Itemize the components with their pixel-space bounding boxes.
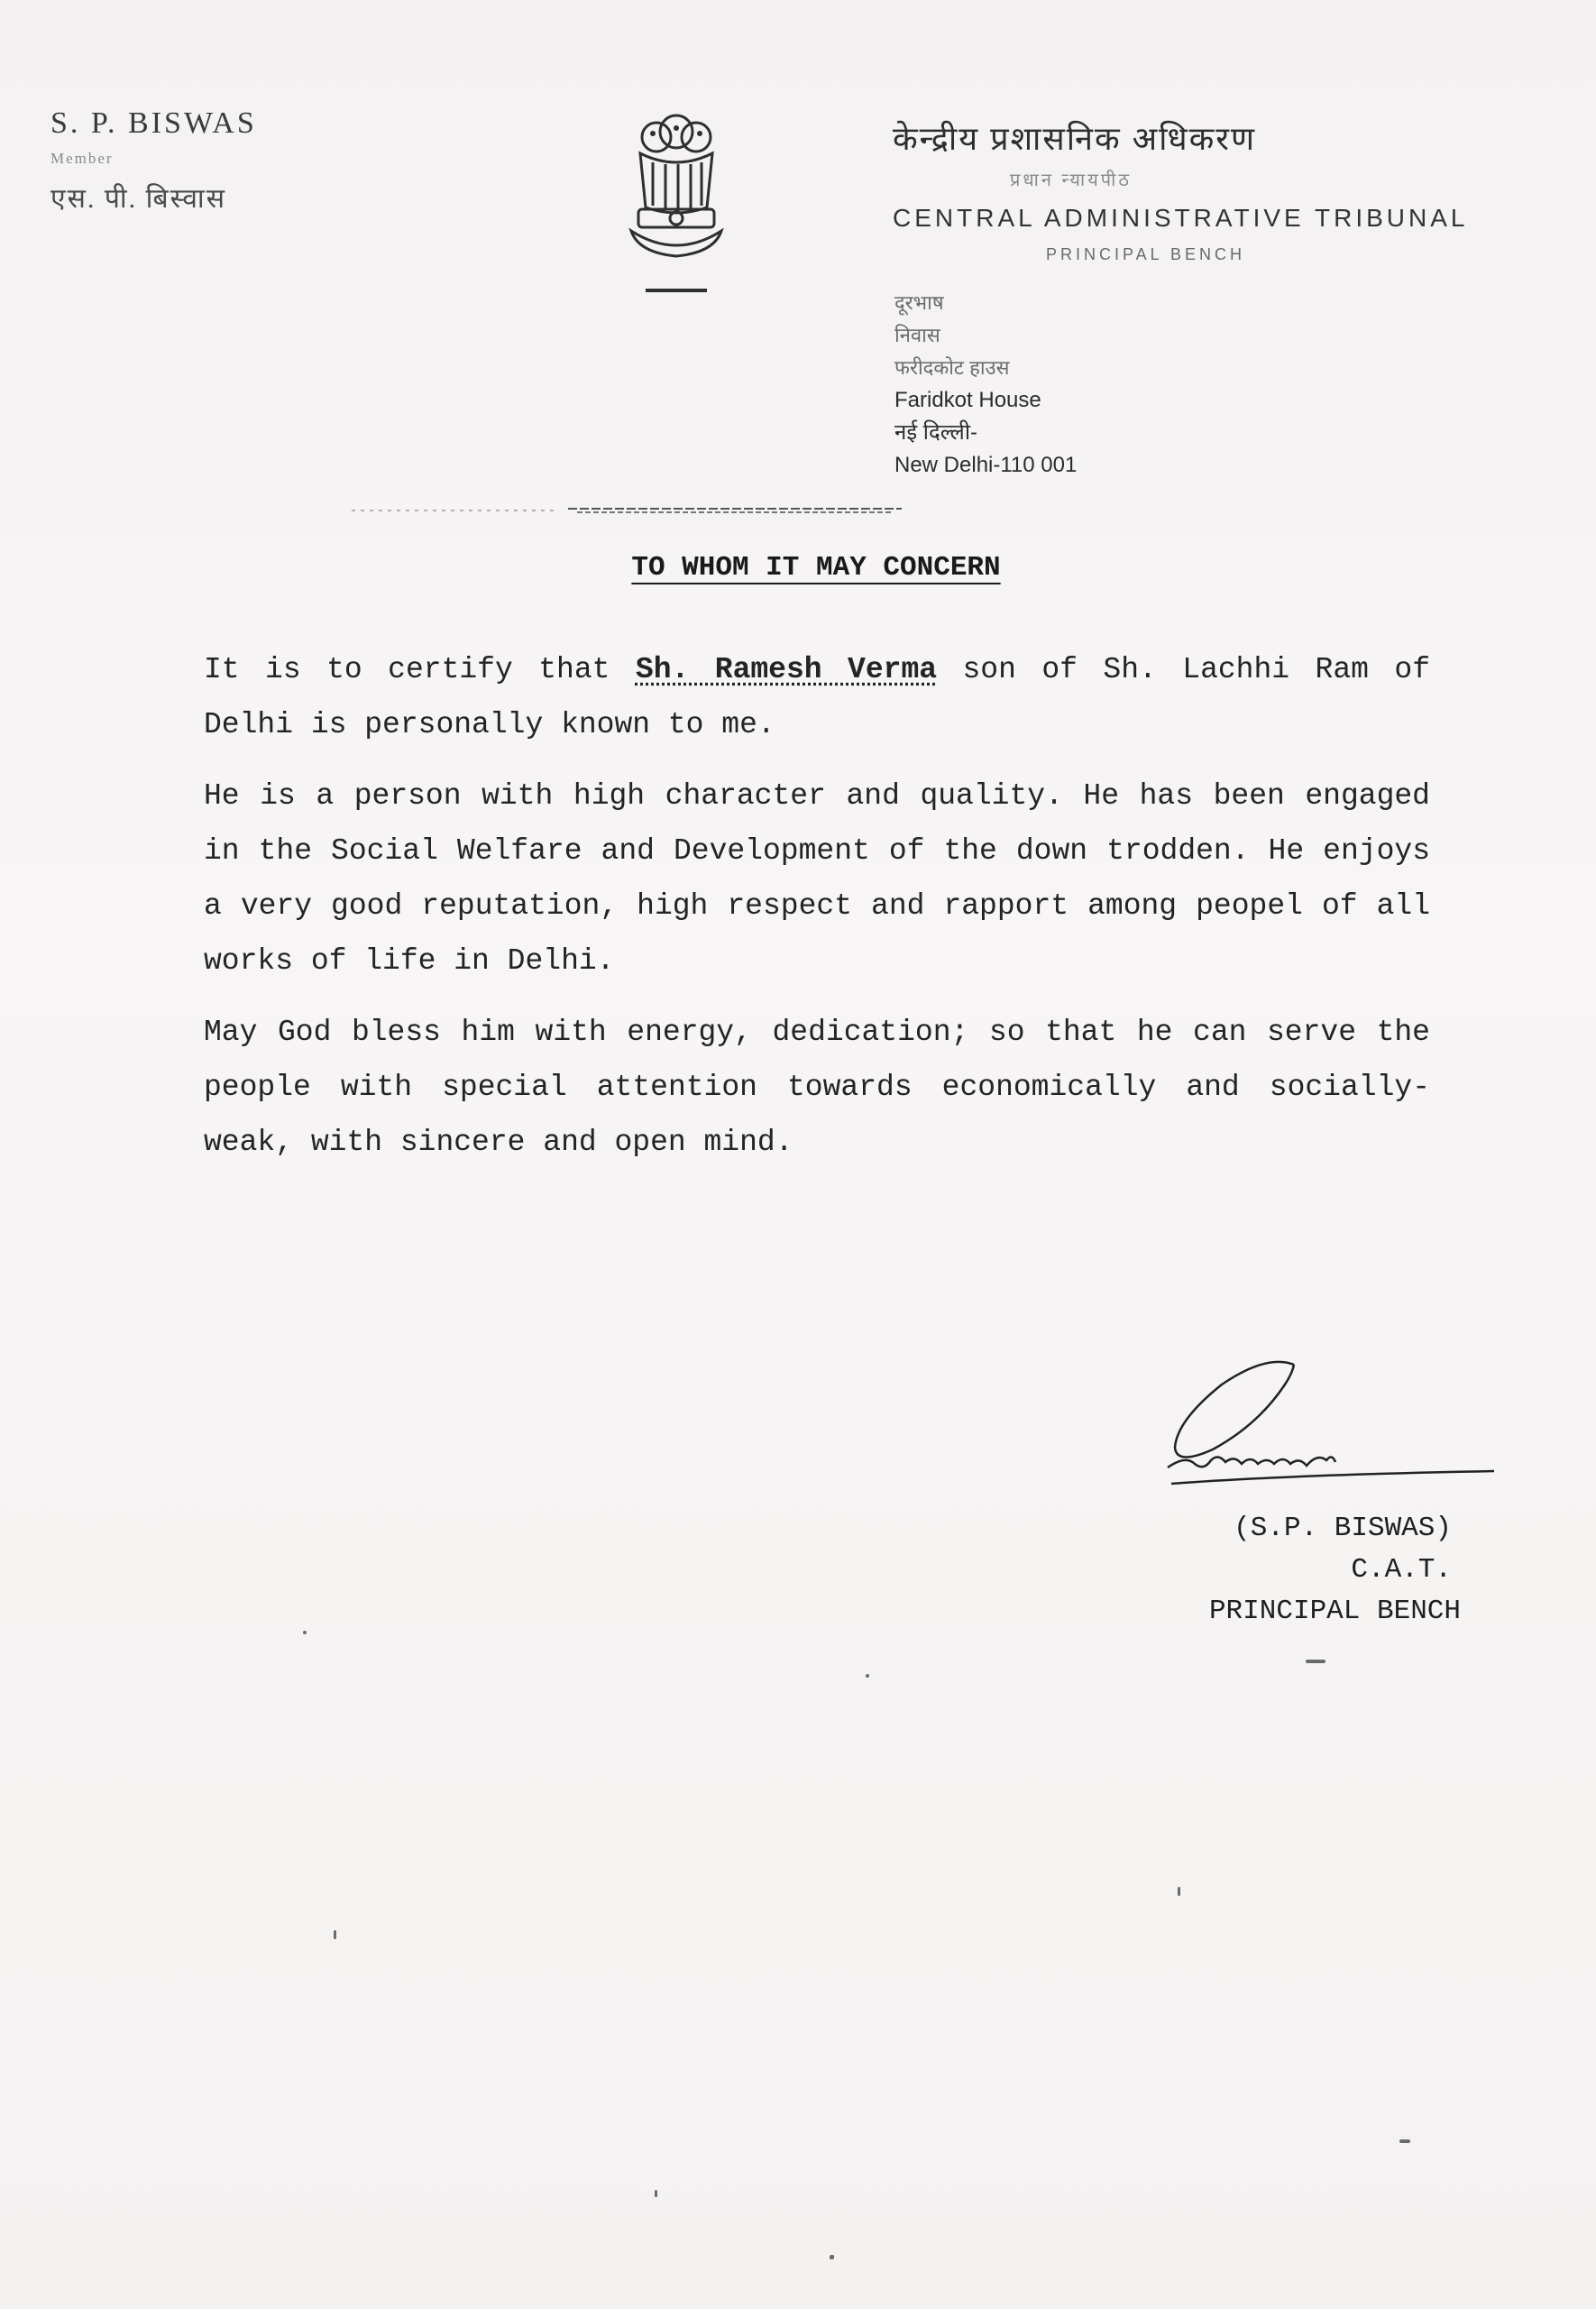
paragraph-certification xyxy=(204,642,1430,752)
sender-name: S. P. BISWAS xyxy=(50,106,257,140)
paragraph-character: He is a person with high character and quality. He has been engaged in the Social Welfare and Development of the down trodden. He enjoys a very good reputation, high respect and rapport among peopel of all works of life in Delhi. xyxy=(204,779,1430,978)
address-city-english: New Delhi-110 001 xyxy=(894,453,1078,477)
stamp-mark xyxy=(1306,1660,1325,1663)
office-address xyxy=(894,287,1077,482)
paragraph-blessing: May God bless him with energy, dedication; so that he can serve the people with special attention towards economically and socially-weak, with sincere and open mind. xyxy=(204,1016,1430,1159)
letter-body xyxy=(204,642,1430,1186)
office-name-hindi: केन्द्रीय प्रशासनिक अधिकरण xyxy=(893,120,1257,157)
signatory-bench: PRINCIPAL BENCH xyxy=(1208,1596,1461,1627)
paper-speck xyxy=(1178,1887,1180,1896)
office-bench-hindi: प्रधान न्यायपीठ xyxy=(1010,170,1132,190)
sender-block xyxy=(50,106,257,216)
signatory-block xyxy=(1118,1508,1461,1633)
address-city-hindi: नई दिल्ली- xyxy=(894,420,978,445)
sender-title: Member xyxy=(50,150,114,167)
national-emblem-icon xyxy=(613,108,739,307)
paragraph-text: son of Sh. Lachhi Ram of Delhi is personally known to me. xyxy=(204,653,1430,741)
paper-speck xyxy=(303,1631,307,1634)
paper-speck xyxy=(334,1930,336,1939)
office-letterhead xyxy=(893,115,1468,264)
paper-speck xyxy=(866,1674,869,1678)
office-name-english: CENTRAL ADMINISTRATIVE TRIBUNAL xyxy=(893,204,1469,232)
address-phone-label: दूरभाष xyxy=(894,291,944,314)
signatory-name: (S.P. BISWAS) xyxy=(1234,1513,1452,1544)
sender-name-hindi: एस. पी. बिस्वास xyxy=(50,184,226,214)
signatory-organisation: C.A.T. xyxy=(1351,1554,1452,1586)
person-name: Sh. Ramesh Verma xyxy=(635,653,938,686)
letterhead-divider xyxy=(352,507,929,514)
paper-speck xyxy=(1399,2139,1410,2143)
paper-speck xyxy=(655,2190,657,2197)
paragraph-text: It is to certify that xyxy=(204,653,636,686)
office-bench-english: PRINCIPAL BENCH xyxy=(1046,245,1246,263)
handwritten-signature xyxy=(1159,1348,1501,1511)
paper-speck xyxy=(830,2255,834,2259)
letter-heading: TO WHOM IT MAY CONCERN xyxy=(631,552,1001,584)
address-residence-label: निवास xyxy=(894,324,940,346)
address-line-english: Faridkot House xyxy=(894,388,1041,412)
address-line-hindi: फरीदकोट हाउस xyxy=(894,356,1010,379)
